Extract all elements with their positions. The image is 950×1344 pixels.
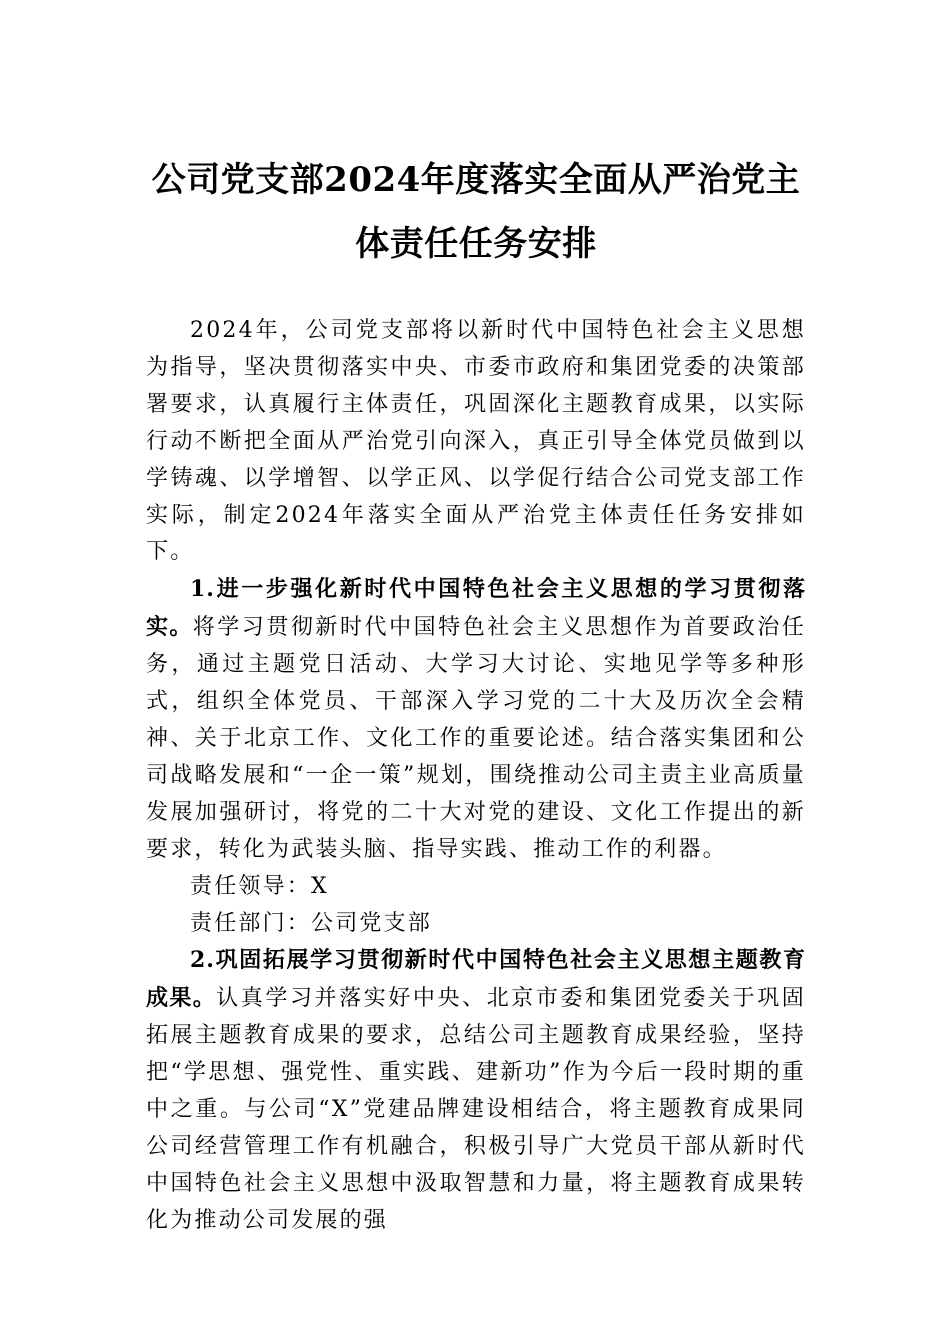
- item-1-text: 将学习贯彻新时代中国特色社会主义思想作为首要政治任务，通过主题党日活动、大学习大讨论、实地见学等多种形式，组织全体党员、干部深入学习党的二十大及历次全会精神、关于北京工作、文化工作的重要论述。结合落实集团和公司战略发展和“一企一策”规划，围绕推动公司主责主业高质量发展加强研讨，将党的二十大对党的建设、文化工作提出的新要求，转化为武装头脑、指导实践、推动工作的利器。: [146, 615, 806, 862]
- item-1-heading: 1.进一步强化新时代中国特色社会主义思想的学习贯彻落实。: [146, 576, 806, 641]
- item-1-responsible-department: 责任部门：公司党支部: [190, 910, 433, 936]
- document-body: [146, 313, 806, 1240]
- item-1-paragraph: [146, 571, 806, 868]
- item-1-responsible-leader: 责任领导：X: [190, 873, 329, 899]
- title-line-1: 公司党支部2024年度落实全面从严治党主: [151, 160, 801, 200]
- item-2-heading: 2.巩固拓展学习贯彻新时代中国特色社会主义思想主题教育成果。: [146, 947, 806, 1012]
- document-title: [146, 148, 806, 276]
- item-2-text: 认真学习并落实好中央、北京市委和集团党委关于巩固拓展主题教育成果的要求，总结公司主题教育成果经验，坚持把“学思想、强党性、重实践、建新功”作为今后一段时期的重中之重。与公司“X”党建品牌建设相结合，将主题教育成果同公司经营管理工作有机融合，积极引导广大党员干部从新时代中国特色社会主义思想中汲取智慧和力量，将主题教育成果转化为推动公司发展的强: [146, 986, 806, 1233]
- title-line-2: 体责任任务安排: [355, 224, 597, 264]
- document-page: [146, 148, 806, 1240]
- intro-paragraph: 2024年，公司党支部将以新时代中国特色社会主义思想为指导，坚决贯彻落实中央、市委市政府和集团党委的决策部署要求，认真履行主体责任，巩固深化主题教育成果，以实际行动不断把全面从严治党引向深入，真正引导全体党员做到以学铸魂、以学增智、以学正风、以学促行结合公司党支部工作实际，制定2024年落实全面从严治党主体责任任务安排如下。: [146, 318, 806, 565]
- item-2-paragraph: [146, 942, 806, 1239]
